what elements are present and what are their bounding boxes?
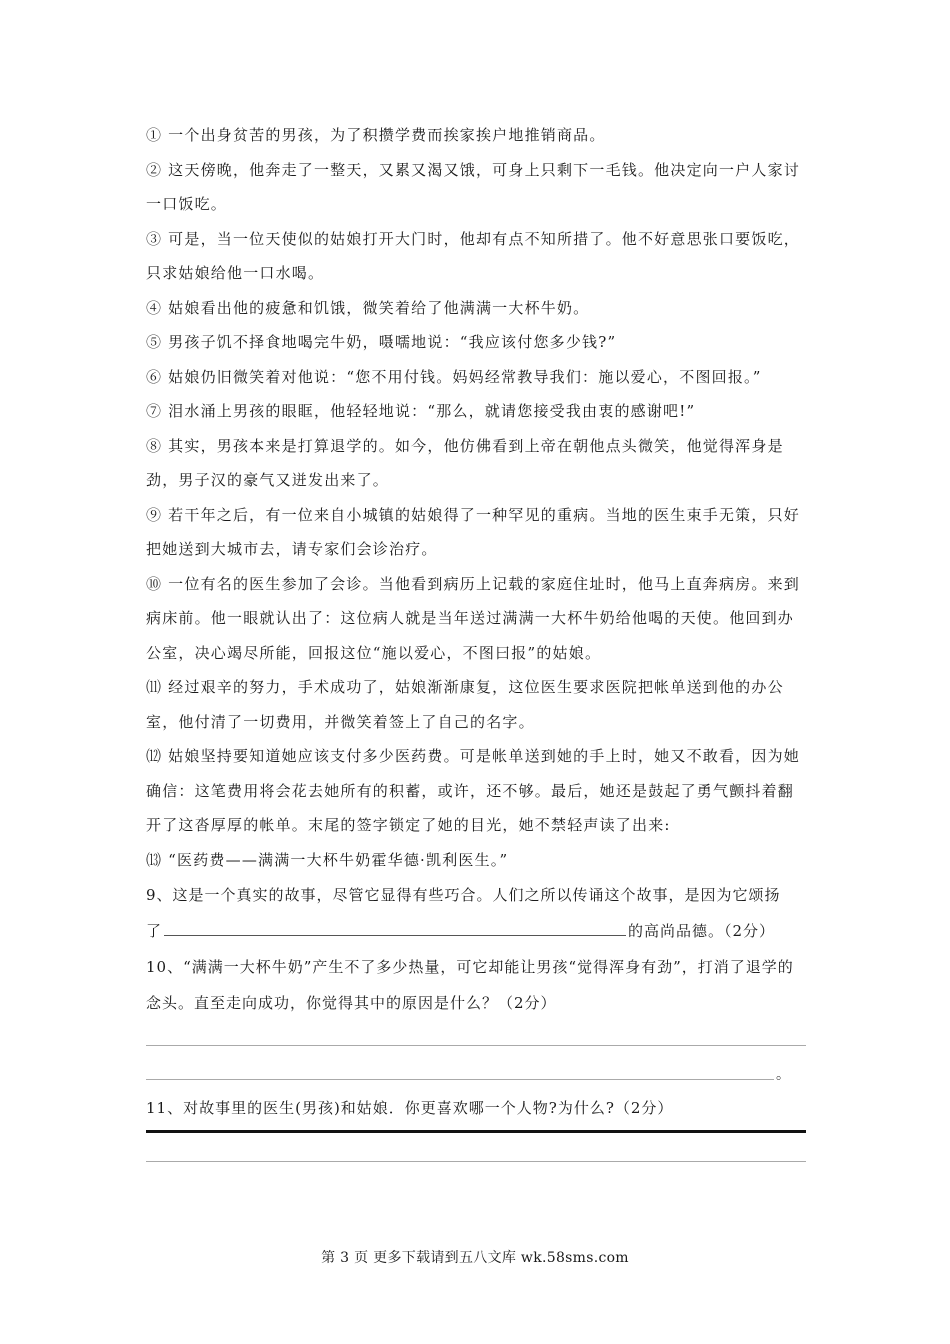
paragraph-6: ⑥ 姑娘仍旧微笑着对他说：“您不用付钱。妈妈经常教导我们：施以爱心，不图回报。” <box>146 367 762 386</box>
paragraph-13: ⒀ “医药费——满满一大杯牛奶霍华德·凯利医生。” <box>146 850 509 869</box>
question-10: 10、“满满一大杯牛奶”产生不了多少热量，可它却能让男孩“觉得浑身有劲”，打消了退学的念头。直至走向成功，你觉得其中的原因是什么？（2分） <box>146 958 794 1012</box>
paragraph-8: ⑧ 其实，男孩本来是打算退学的。如今，他仿佛看到上帝在朝他点头微笑，他觉得浑身是劲，男子汉的豪气又迸发出来了。 <box>146 436 784 489</box>
question-11-answer-line-1[interactable] <box>146 1130 806 1133</box>
paragraph-1: ① 一个出身贫苦的男孩，为了积攒学费而挨家挨户地推销商品。 <box>146 126 606 144</box>
paragraph-9: ⑨ 若干年之后，有一位来自小城镇的姑娘得了一种罕见的重病。当地的医生束手无策，只好把她送到大城市去，请专家们会诊治疗。 <box>146 505 800 558</box>
paragraph-11: ⑾ 经过艰辛的努力，手术成功了，姑娘渐渐康复，这位医生要求医院把帐单送到他的办公室，他付清了一切费用，并微笑着签上了自己的名字。 <box>146 678 784 731</box>
question-9-text: 9、这是一个真实的故事，尽管它显得有些巧合。人们之所以传诵这个故事，是因为它颂扬 <box>146 886 781 904</box>
question-9 <box>146 877 808 949</box>
document-body <box>146 118 808 1162</box>
paragraph-2: ② 这天傍晚，他奔走了一整天，又累又渴又饿，可身上只剩下一毛钱。他决定向一户人家讨一口饭吃。 <box>146 160 800 213</box>
question-9-answer-blank[interactable] <box>164 919 626 936</box>
paragraph-7: ⑦ 泪水涌上男孩的眼眶，他轻轻地说：“那么，就请您接受我由衷的感谢吧!” <box>146 402 696 420</box>
page-footer: 第 3 页 更多下载请到五八文库 wk.58sms.com <box>321 1250 629 1266</box>
question-11-answer-line-2[interactable] <box>146 1161 806 1162</box>
question-10-answer-line-2[interactable] <box>146 1079 774 1080</box>
paragraph-12: ⑿ 姑娘坚持要知道她应该支付多少医药费。可是帐单送到她的手上时，她又不敢看，因为她确信：这笔费用将会花去她所有的积蓄，或许，还不够。最后，她还是鼓起了勇气颤抖着翻开了这沓厚厚的帐单。末尾的签字锁定了她的目光，她不禁轻声读了出来: <box>146 747 800 834</box>
question-11: 11、对故事里的医生(男孩)和姑娘．你更喜欢哪一个人物?为什么?（2分） <box>146 1099 674 1117</box>
paragraph-4: ④ 姑娘看出他的疲惫和饥饿，微笑着给了他满满一大杯牛奶。 <box>146 298 590 317</box>
paragraph-5: ⑤ 男孩子饥不择食地喝完牛奶，嗫嚅地说：“我应该付您多少钱?” <box>146 333 617 351</box>
paragraph-10: ⑩ 一位有名的医生参加了会诊。当他看到病历上记载的家庭住址时，他马上直奔病房。来到病床前。他一眼就认出了：这位病人就是当年送过满满一大杯牛奶给他喝的天使。他回到办公室，决心竭尽所能，回报这位“施以爱心，不图曰报”的姑娘。 <box>146 574 800 662</box>
paragraph-3: ③ 可是，当一位天使似的姑娘打开大门时，他却有点不知所措了。他不好意思张口要饭吃，只求姑娘给他一口水喝。 <box>146 229 800 282</box>
question-9-tail: 的高尚品德。（2分） <box>628 922 776 940</box>
question-10-end-mark: 。 <box>776 1067 790 1083</box>
question-9-lead: 了 <box>146 922 163 940</box>
